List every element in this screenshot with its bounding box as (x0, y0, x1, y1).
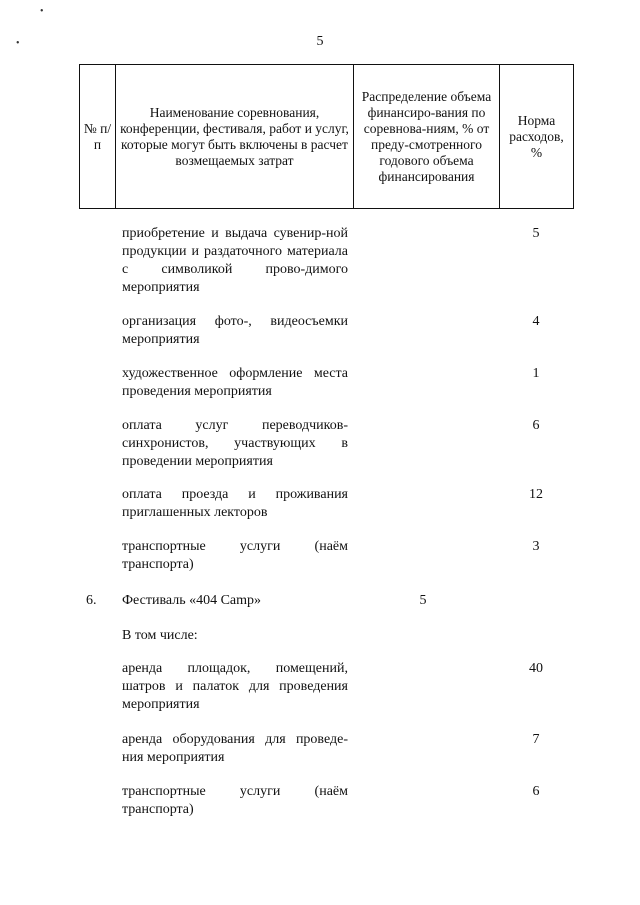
header-number: № п/п (80, 65, 116, 209)
scan-speck: • (16, 38, 20, 49)
row-norm: 12 (529, 487, 543, 502)
row-norm: 6 (532, 784, 540, 799)
page-number: 5 (316, 34, 324, 49)
row-name: транспортные услуги (наём транспорта) (122, 539, 348, 572)
row-norm: 40 (529, 661, 543, 676)
row-name: В том числе: (122, 628, 198, 643)
scan-speck: • (40, 6, 44, 17)
table-header (79, 64, 574, 209)
row-number: 6. (86, 593, 97, 608)
row-name: оплата проезда и проживания приглашенных лекторов (122, 487, 348, 520)
row-norm: 6 (532, 418, 540, 433)
row-name: Фестиваль «404 Camp» (122, 593, 262, 608)
header-norm: Норма расходов, % (500, 65, 574, 209)
row-distribution: 5 (419, 593, 427, 608)
row-name: транспортные услуги (наём транспорта) (122, 784, 348, 817)
header-name: Наименование соревнования, конференции, фестиваля, работ и услуг, которые могут быть включены в расчет возмещаемых затрат (116, 65, 354, 209)
row-norm: 5 (532, 226, 540, 241)
row-name: приобретение и выдача сувенир-ной продукции и раздаточного материала с символикой прово-димого мероприятия (122, 226, 348, 295)
row-norm: 1 (532, 366, 540, 381)
row-norm: 3 (532, 539, 540, 554)
header-distribution: Распределение объема финансиро-вания по соревнова-ниям, % от преду-смотренного годового объема финансирования (354, 65, 500, 209)
row-name: оплата услуг переводчиков-синхронистов, участвующих в проведении мероприятия (122, 418, 348, 469)
row-name: художественное оформление места проведения мероприятия (122, 366, 348, 399)
row-norm: 7 (532, 732, 540, 747)
row-name: аренда площадок, помещений, шатров и палаток для проведения мероприятия (122, 661, 348, 712)
row-norm: 4 (532, 314, 540, 329)
row-name: организация фото-, видеосъемки мероприятия (122, 314, 348, 347)
row-name: аренда оборудования для проведе-ния мероприятия (122, 732, 348, 765)
